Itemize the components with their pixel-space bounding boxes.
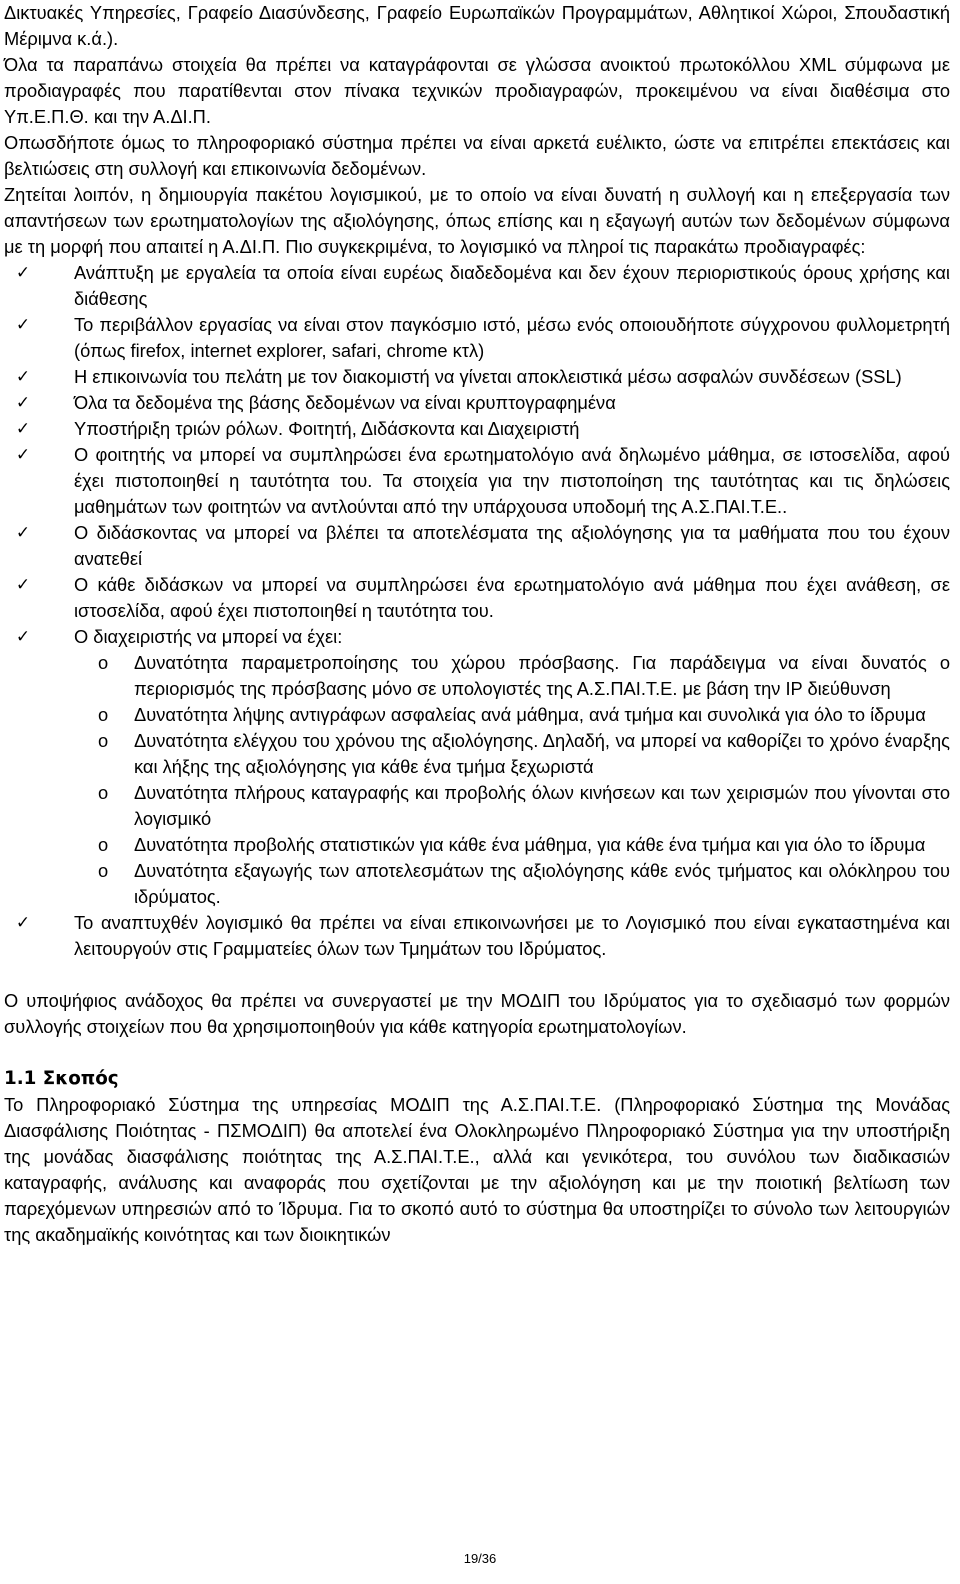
spec-text: Υποστήριξη τριών ρόλων. Φοιτητή, Διδάσκοντα και Διαχειριστή [74, 418, 580, 439]
admin-capability-text: Δυνατότητα εξαγωγής των αποτελεσμάτων της αξιολόγησης κάθε ενός τμήματος και ολόκληρου του ιδρύματος. [134, 860, 950, 907]
checkmark-icon: ✓ [15, 575, 31, 595]
admin-capability-text: Δυνατότητα πλήρους καταγραφής και προβολής όλων κινήσεων και των χειρισμών που γίνονται στο λογισμικό [134, 782, 950, 829]
checkmark-icon: ✓ [15, 627, 31, 647]
admin-capability-item [4, 780, 950, 832]
candidate-paragraph: Ο υποψήφιος ανάδοχος θα πρέπει να συνεργαστεί με την ΜΟΔΙΠ του Ιδρύματος για το σχεδιασμό των φορμών συλλογής στοιχείων που θα χρησιμοποιηθούν για κάθε κατηγορία ερωτηματολογίων. [4, 990, 950, 1037]
checkmark-icon: ✓ [15, 263, 31, 283]
paragraph-spacer [4, 962, 950, 988]
section-heading: 1.1 Σκοπός [4, 1068, 119, 1089]
checkmark-icon: ✓ [15, 315, 31, 335]
checkmark-icon: ✓ [15, 445, 31, 465]
spec-item [4, 572, 950, 624]
admin-capabilities-list [4, 650, 950, 910]
spec-item [4, 520, 950, 572]
admin-capability-text: Δυνατότητα λήψης αντιγράφων ασφαλείας ανά μάθημα, ανά τμήμα και συνολικά για όλο το ίδρυμα [134, 704, 926, 725]
intro-paragraph-2: Όλα τα παραπάνω στοιχεία θα πρέπει να καταγράφονται σε γλώσσα ανοικτού πρωτοκόλλου XML σύμφωνα με προδιαγραφές που παρατίθενται στον πίνακα τεχνικών προδιαγραφών, προκειμένου να είναι διαθέσιμα στο Υπ.Ε.Π.Θ. και την Α.ΔΙ.Π. [4, 54, 950, 127]
intro-paragraph-1: Δικτυακές Υπηρεσίες, Γραφείο Διασύνδεσης, Γραφείο Ευρωπαϊκών Προγραμμάτων, Αθλητικοί Χώροι, Σπουδαστική Μέριμνα κ.ά.). [4, 2, 950, 49]
admin-capability-text: Δυνατότητα ελέγχου του χρόνου της αξιολόγησης. Δηλαδή, να μπορεί να καθορίζει το χρόνο έναρξης και λήξης της αξιολόγησης για κάθε ένα τμήμα ξεχωριστά [134, 730, 950, 777]
document-page [4, 0, 950, 1248]
bullet-o-icon: o [98, 834, 109, 855]
spec-item [4, 364, 950, 390]
spec-text: Ο κάθε διδάσκων να μπορεί να συμπληρώσει ένα ερωτηματολόγιο ανά μάθημα που έχει ανάθεση, σε ιστοσελίδα, αφού έχει πιστοποιηθεί η ταυτότητα του. [74, 574, 950, 621]
spec-text: Ο φοιτητής να μπορεί να συμπληρώσει ένα ερωτηματολόγιο ανά δηλωμένο μάθημα, σε ιστοσελίδα, αφού έχει πιστοποιηθεί η ταυτότητα του. Τα στοιχεία για την πιστοποίηση της ταυτότητας και τις δηλώσεις μαθημάτων των φοιτητών να αντλούνται από την υπάρχουσα υποδομή της Α.Σ.ΠΑΙ.Τ.Ε.. [74, 444, 950, 517]
spec-text: Ο διδάσκοντας να μπορεί να βλέπει τα αποτελέσματα της αξιολόγησης για τα μαθήματα που του έχουν ανατεθεί [74, 522, 950, 569]
page-number: 19/36 [463, 1551, 497, 1566]
bullet-o-icon: o [98, 860, 109, 881]
spec-item-admin [4, 624, 950, 650]
checkmark-icon: ✓ [15, 913, 31, 933]
bullet-o-icon: o [98, 782, 109, 803]
spec-item [4, 442, 950, 520]
specifications-list-final [4, 910, 950, 962]
admin-capability-item [4, 728, 950, 780]
spec-text: Ανάπτυξη με εργαλεία τα οποία είναι ευρέως διαδεδομένα και δεν έχουν περιοριστικούς όρους χρήσης και διάθεσης [74, 262, 950, 309]
bullet-o-icon: o [98, 652, 109, 673]
intro-paragraph-3: Οπωσδήποτε όμως το πληροφοριακό σύστημα πρέπει να είναι αρκετά ευέλικτο, ώστε να επιτρέπει επεκτάσεις και βελτιώσεις στη συλλογή και επικοινωνία δεδομένων. [4, 132, 950, 179]
admin-capability-text: Δυνατότητα παραμετροποίησης του χώρου πρόσβασης. Για παράδειγμα να είναι δυνατός ο περιορισμός της πρόσβασης μόνο σε υπολογιστές της Α.Σ.ΠΑΙ.Τ.Ε. με βάση την IP διεύθυνση [134, 652, 950, 699]
checkmark-icon: ✓ [15, 367, 31, 387]
checkmark-icon: ✓ [15, 393, 31, 413]
admin-capability-item [4, 858, 950, 910]
spec-item [4, 390, 950, 416]
spec-text: Το περιβάλλον εργασίας να είναι στον παγκόσμιο ιστό, μέσω ενός οποιουδήποτε σύγχρονου φυλλομετρητή (όπως firefox, internet explorer, safari, chrome κτλ) [74, 314, 950, 361]
spec-item [4, 260, 950, 312]
spec-item [4, 416, 950, 442]
spec-text: Το αναπτυχθέν λογισμικό θα πρέπει να είναι επικοινωνήσει με το Λογισμικό που είναι εγκαταστημένα και λειτουργούν στις Γραμματείες όλων των Τμημάτων του Ιδρύματος. [74, 912, 950, 959]
admin-capability-item [4, 832, 950, 858]
specifications-list [4, 260, 950, 650]
admin-capability-item [4, 702, 950, 728]
bullet-o-icon: o [98, 730, 109, 751]
intro-paragraph-4: Ζητείται λοιπόν, η δημιουργία πακέτου λογισμικού, με το οποίο να είναι δυνατή η συλλογή και η επεξεργασία των απαντήσεων των ερωτηματολογίων της αξιολόγησης, όπως επίσης και η εξαγωγή αυτών των δεδομένων σύμφωνα με τη μορφή που απαιτεί η Α.ΔΙ.Π. Πιο συγκεκριμένα, το λογισμικό να πληροί τις παρακάτω προδιαγραφές: [4, 184, 950, 257]
checkmark-icon: ✓ [15, 419, 31, 439]
checkmark-icon: ✓ [15, 523, 31, 543]
spec-text: Ο διαχειριστής να μπορεί να έχει: [74, 626, 343, 647]
admin-capability-item [4, 650, 950, 702]
paragraph-spacer [4, 1040, 950, 1066]
bullet-o-icon: o [98, 704, 109, 725]
admin-capability-text: Δυνατότητα προβολής στατιστικών για κάθε ένα μάθημα, για κάθε ένα τμήμα και για όλο το ίδρυμα [134, 834, 926, 855]
spec-text: Η επικοινωνία του πελάτη με τον διακομιστή να γίνεται αποκλειστικά μέσω ασφαλών συνδέσεων (SSL) [74, 366, 902, 387]
spec-item [4, 312, 950, 364]
scope-paragraph: Το Πληροφοριακό Σύστημα της υπηρεσίας ΜΟΔΙΠ της Α.Σ.ΠΑΙ.Τ.Ε. (Πληροφοριακό Σύστημα της Μονάδας Διασφάλισης Ποιότητας - ΠΣΜΟΔΙΠ) θα αποτελεί ένα Ολοκληρωμένο Πληροφοριακό Σύστημα για την υποστήριξη της μονάδας διασφάλισης ποιότητας της Α.Σ.ΠΑΙ.Τ.Ε., αλλά και γενικότερα, του συνόλου των διαδικασιών καταγραφής, ανάλυσης και αναφοράς που σχετίζονται με την αξιολόγηση και με την ποιοτική βελτίωση των παρεχόμενων υπηρεσιών από το Ίδρυμα. Για το σκοπό αυτό το σύστημα θα υποστηρίζει το σύνολο των λειτουργιών της ακαδημαϊκής κοινότητας και των διοικητικών [4, 1094, 950, 1245]
spec-item [4, 910, 950, 962]
spec-text: Όλα τα δεδομένα της βάσης δεδομένων να είναι κρυπτογραφημένα [74, 392, 616, 413]
